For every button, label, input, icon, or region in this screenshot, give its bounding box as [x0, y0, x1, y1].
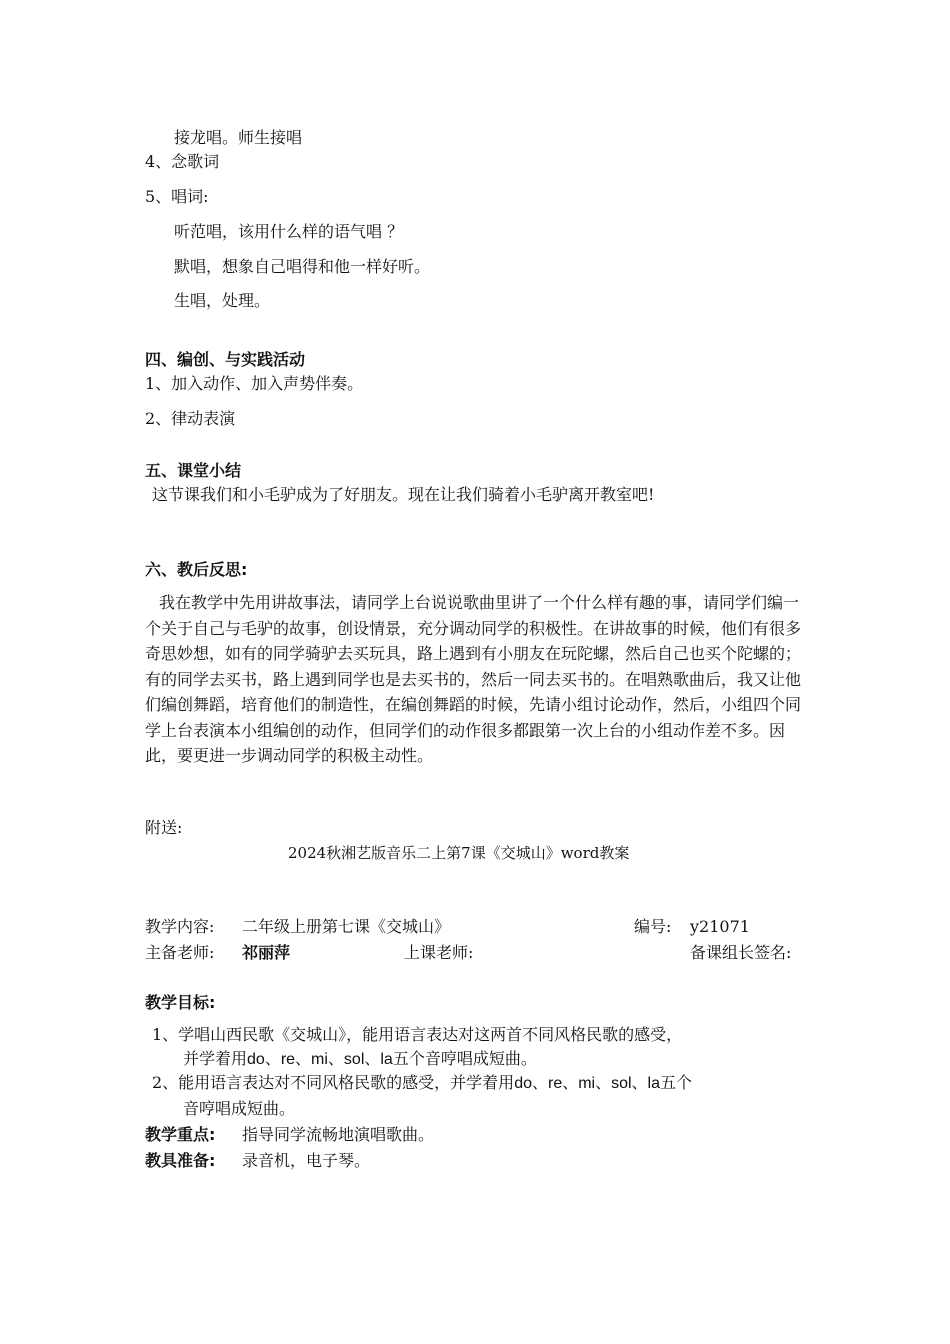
goal-2-line-b: 音哼唱成短曲。	[183, 1099, 296, 1118]
appendix-label: 附送:	[145, 818, 183, 837]
goal-2-line-a	[152, 1073, 692, 1094]
goal-1-text-b: 并学着用	[183, 1049, 248, 1068]
key-point-value: 指导同学流畅地演唱歌曲。	[242, 1125, 435, 1144]
number-label: 编号:	[634, 917, 672, 936]
reflection-paragraph: 我在教学中先用讲故事法，请同学上台说说歌曲里讲了一个什么样有趣的事，请同学们编一个关于自己与毛驴的故事，创设情景，充分调动同学的积极性。在讲故事的时候，他们有很多奇思妙想，如有的同学骑驴去买玩具，路上遇到有小朋友在玩陀螺，然后自己也买个陀螺的；有的同学去买书，路上遇到同学也是去买书的，然后一同去买书的。在唱熟歌曲后，我又让他们编创舞蹈，培育他们的制造性，在编创舞蹈的时候，先请小组讨论动作，然后，小组四个同学上台表演本小组编创的动作，但同学们的动作很多都跟第一次上台的小组动作差不多。因此，要更进一步调动同学的积极主动性。	[145, 593, 802, 765]
item-5-sing-lyrics: 5、唱词:	[145, 187, 209, 206]
section-4-heading: 四、编创、与实践活动	[145, 350, 306, 369]
section-5-heading: 五、课堂小结	[145, 461, 242, 480]
sub-item-listen: 听范唱，该用什么样的语气唱 ？	[174, 222, 404, 241]
number-value: y21071	[690, 917, 750, 936]
goal-1-solfege-notes: do、re、mi、sol、la	[247, 1051, 393, 1068]
teaching-tools-label: 教具准备:	[145, 1151, 216, 1170]
content-value: 二年级上册第七课《交城山》	[242, 917, 451, 936]
lead-teacher-name: 祁丽萍	[242, 943, 291, 962]
goals-heading: 教学目标:	[145, 993, 216, 1012]
relay-singing-line: 接龙唱。师生接唱	[174, 128, 303, 147]
section-6-heading: 六、教后反思:	[145, 560, 248, 579]
section-5-summary: 这节课我们和小毛驴成为了好朋友。现在让我们骑着小毛驴离开教室吧!	[152, 485, 655, 504]
sub-item-student-sing: 生唱，处理。	[174, 291, 271, 310]
class-teacher-label: 上课老师:	[404, 943, 474, 962]
section-4-item-2: 2、律动表演	[145, 409, 236, 428]
goal-2-text-a: 2、能用语言表达对不同风格民歌的感受，并学着用	[152, 1073, 515, 1092]
group-leader-signature-label: 备课组长签名:	[690, 943, 792, 962]
goal-1-text-c: 五个音哼唱成短曲。	[392, 1049, 537, 1068]
teaching-tools-value: 录音机，电子琴。	[242, 1151, 371, 1170]
lead-teacher-label: 主备老师:	[145, 943, 215, 962]
goal-1-line-b	[183, 1049, 537, 1070]
goal-1-line-a: 1、学唱山西民歌《交城山》，能用语言表达对这两首不同风格民歌的感受，	[152, 1025, 683, 1044]
item-4-recite-lyrics: 4、念歌词	[145, 152, 220, 171]
section-4-item-1: 1、加入动作、加入声势伴奏。	[145, 374, 364, 393]
sub-item-silent-sing: 默唱，想象自己唱得和他一样好听。	[174, 257, 431, 276]
key-point-label: 教学重点:	[145, 1125, 216, 1144]
appendix-title: 2024秋湘艺版音乐二上第7课《交城山》word教案	[288, 844, 630, 862]
goal-2-text-b: 五个	[660, 1073, 693, 1092]
goal-2-solfege-notes: do、re、mi、sol、la	[514, 1075, 661, 1092]
content-label: 教学内容:	[145, 917, 215, 936]
